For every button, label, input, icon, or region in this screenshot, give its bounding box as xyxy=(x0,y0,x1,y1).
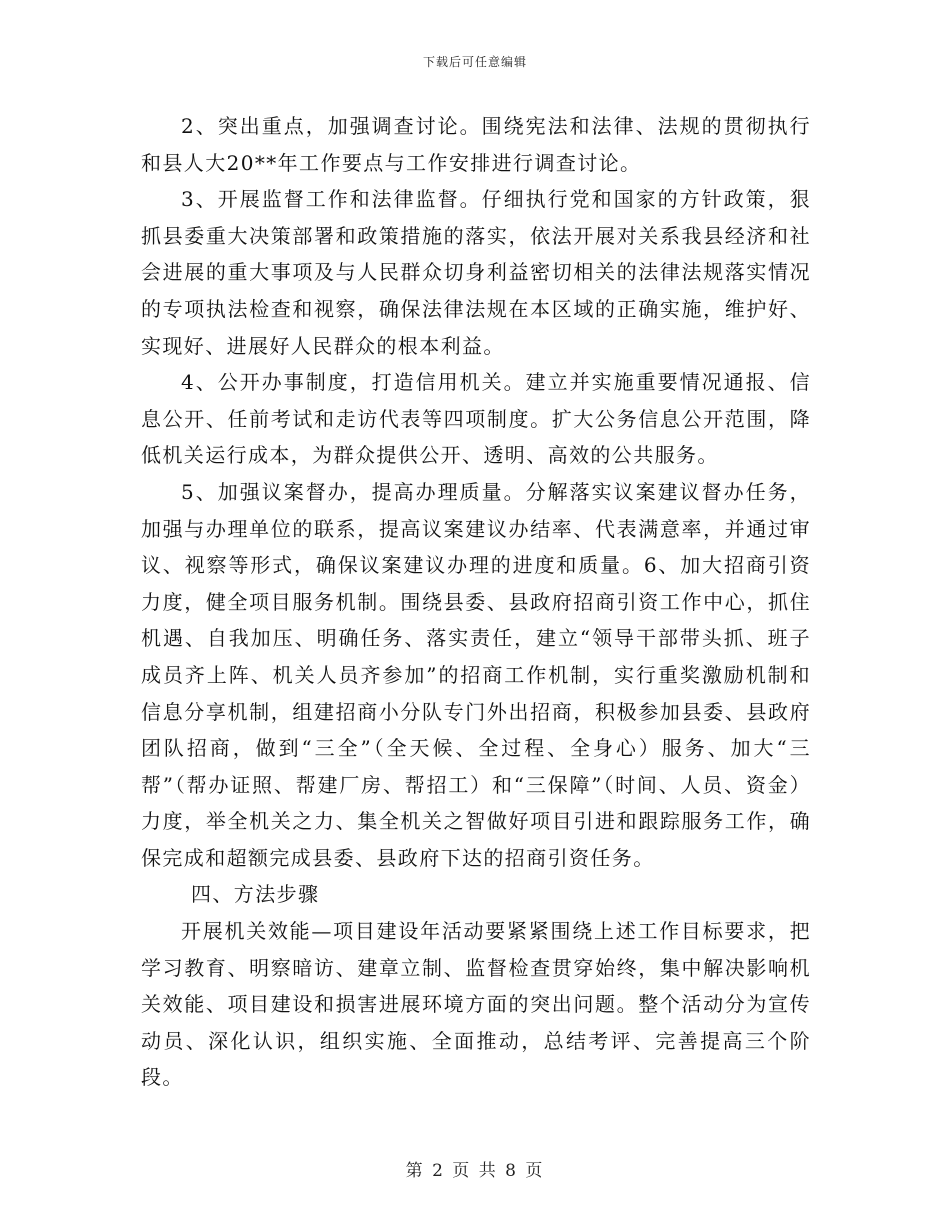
page-header: 下载后可任意编辑 xyxy=(422,55,527,69)
paragraph-method: 开展机关效能—项目建设年活动要紧紧围绕上述工作目标要求，把学习教育、明察暗访、建章立制、监督检查贯穿始终，集中解决影响机关效能、项目建设和损害进展环境方面的突出问题。整个活动分为宣传动员、深化认识，组织实施、全面推动，总结考评、完善提高三个阶段。 xyxy=(141,919,811,1090)
section-heading: 四、方法步骤 xyxy=(191,882,320,907)
paragraph-item-3: 3、开展监督工作和法律监督。仔细执行党和国家的方针政策，狠抓县委重大决策部署和政策措施的落实，依法开展对关系我县经济和社会进展的重大事项及与人民群众切身利益密切相关的法律法规落实情况的专项执法检查和视察，确保法律法规在本区域的正确实施，维护好、实现好、进展好人民群众的根本利益。 xyxy=(141,187,811,358)
paragraph-item-4: 4、公开办事制度，打造信用机关。建立并实施重要情况通报、信息公开、任前考试和走访代表等四项制度。扩大公务信息公开范围，降低机关运行成本，为群众提供公开、透明、高效的公共服务。 xyxy=(141,370,811,468)
paragraph-item-5: 5、加强议案督办，提高办理质量。分解落实议案建议督办任务，加强与办理单位的联系，提高议案建议办结率、代表满意率，并通过审议、视察等形式，确保议案建议办理的进度和质量。6、加大招商引资力度，健全项目服务机制。围绕县委、县政府招商引资工作中心，抓住机遇、自我加压、明确任务、落实责任，建立“领导干部带头抓、班子成员齐上阵、机关人员齐参加”的招商工作机制，实行重奖激励机制和信息分享机制，组建招商小分队专门外出招商，积极参加县委、县政府团队招商，做到“三全”（全天候、全过程、全身心）服务、加大“三帮”（帮办证照、帮建厂房、帮招工）和“三保障”（时间、人员、资金）力度，举全机关之力、集全机关之智做好项目引进和跟踪服务工作，确保完成和超额完成县委、县政府下达的招商引资任务。 xyxy=(141,479,811,870)
paragraph-item-2: 2、突出重点，加强调查讨论。围绕宪法和法律、法规的贯彻执行和县人大20**年工作要点与工作安排进行调查讨论。 xyxy=(141,114,811,175)
document-body xyxy=(141,108,811,1096)
page-number-footer: 第 2 页 共 8 页 xyxy=(405,1161,545,1181)
